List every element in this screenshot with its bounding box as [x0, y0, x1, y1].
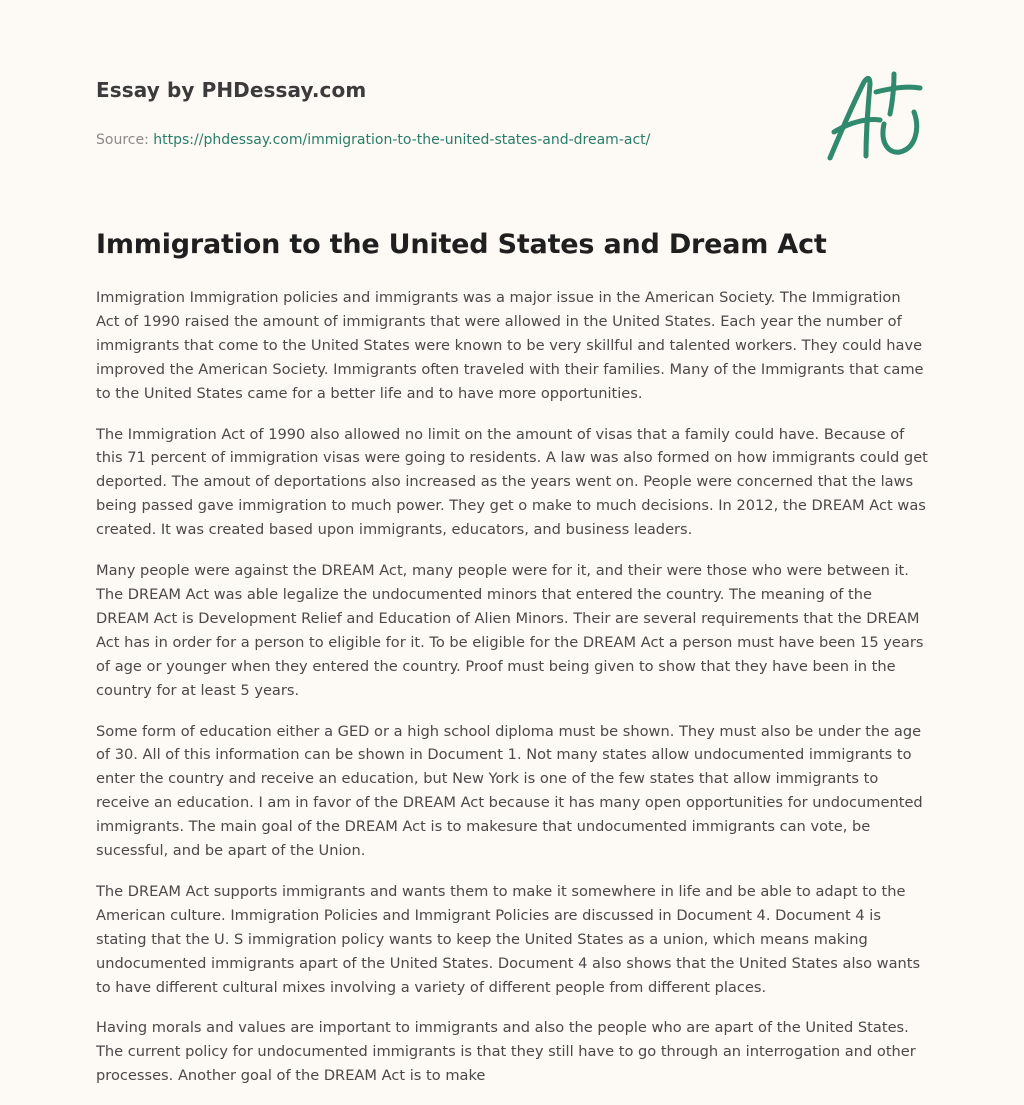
source-line [96, 130, 796, 150]
site-brand: Essay by PHDessay.com [96, 78, 367, 102]
source-link[interactable]: https://phdessay.com/immigration-to-the-united-states-and-dream-act/ [153, 132, 651, 148]
essay-paragraph: Immigration Immigration policies and immigrants was a major issue in the American Society. The Immigration Act of 1990 raised the amount of immigrants that were allowed in the United States. Each year the number of immigrants that come to the United States were known to be very skillful and talented workers. They could have improved the American Society. Immigrants often traveled with their families. Many of the Immigrants that came to the United States came for a better life and to have more opportunities. [96, 289, 924, 402]
essay-paragraph: Many people were against the DREAM Act, many people were for it, and their were those who were between it. The DREAM Act was able legalize the undocumented minors that entered the country. The meaning of the DREAM Act is Development Relief and Education of Alien Minors. Their are several requirements that the DREAM Act has in order for a person to eligible for it. To be eligible for the DREAM Act a person must have been 15 years of age or younger when they entered the country. Proof must being given to show that they have been in the country for at least 5 years. [96, 562, 924, 699]
essay-paragraph: The Immigration Act of 1990 also allowed no limit on the amount of visas that a family could have. Because of this 71 percent of immigration visas were going to residents. A law was also formed on how immigrants could get deported. The amout of deportations also increased as the years went on. People were concerned that the laws being passed gave immigration to much power. They get o make to much decisions. In 2012, the DREAM Act was created. It was created based upon immigrants, educators, and business leaders. [96, 425, 928, 539]
essay-paragraph: Having morals and values are important to immigrants and also the people who are apart of the United States. The current policy for undocumented immigrants is that they still have to go through an interrogation and other processes. Another goal of the DREAM Act is to make [96, 1019, 916, 1085]
a-plus-logo-icon [824, 68, 928, 164]
essay-paragraph: Some form of education either a GED or a high school diploma must be shown. They must also be under the age of 30. All of this information can be shown in Document 1. Not many states allow undocumented immigrants to enter the country and receive an education, but New York is one of the few states that allow immigrants to receive an education. I am in favor of the DREAM Act because it has many open opportunities for undocumented immigrants. The main goal of the DREAM Act is to makesure that undocumented immigrants can vote, be sucessful, and be apart of the Union. [96, 722, 923, 860]
page-header [96, 76, 796, 150]
essay-body [96, 286, 928, 1105]
essay-title: Immigration to the United States and Dream Act [96, 229, 827, 260]
essay-paragraph: The DREAM Act supports immigrants and wants them to make it somewhere in life and be able to adapt to the American culture. Immigration Policies and Immigrant Policies are discussed in Document 4. Document 4 is stating that the U. S immigration policy wants to keep the United States as a union, which means making undocumented immigrants apart of the United States. Document 4 also shows that the United States also wants to have different cultural mixes involving a variety of different people from different places. [96, 882, 921, 996]
source-label: Source: [96, 132, 149, 148]
